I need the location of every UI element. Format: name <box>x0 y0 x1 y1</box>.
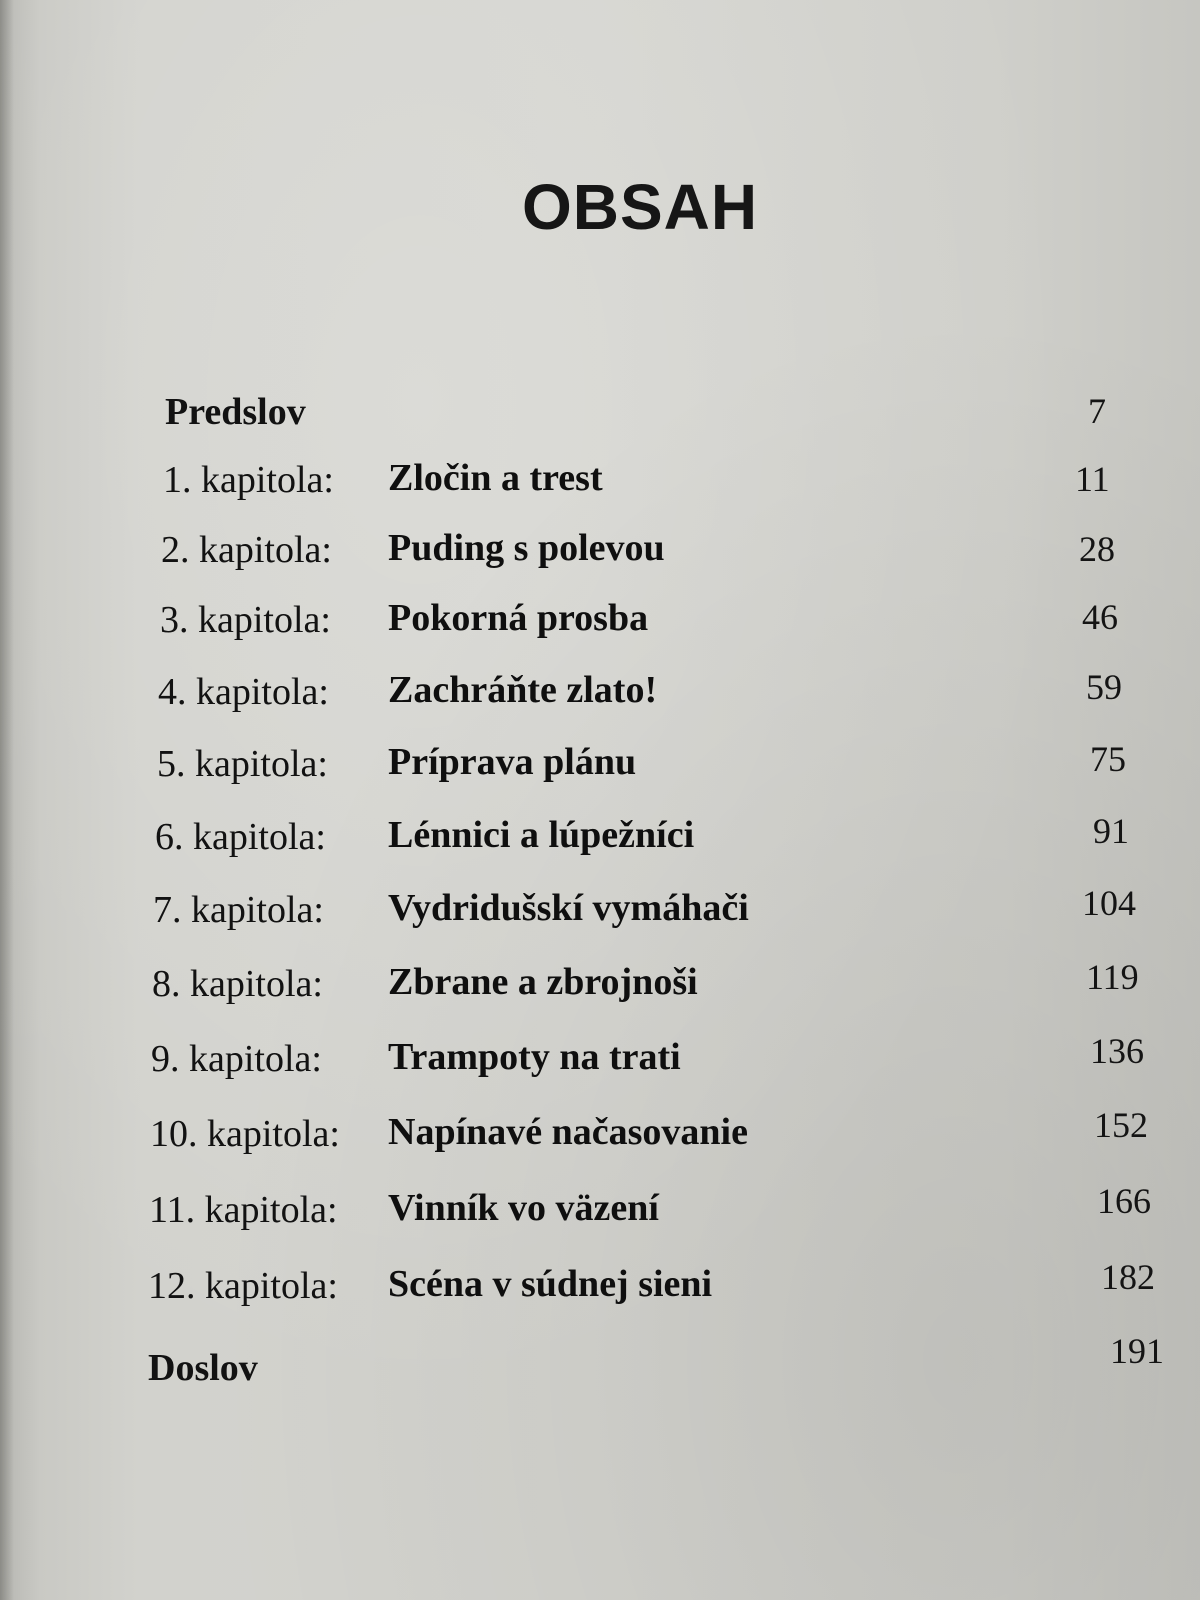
toc-chapter-label: 4. kapitola: <box>158 671 329 713</box>
toc-chapter-label: 9. kapitola: <box>151 1038 322 1080</box>
toc-chapter-page: 91 <box>1093 811 1129 851</box>
toc-chapter-page: 136 <box>1090 1031 1144 1071</box>
toc-front-label: Predslov <box>165 391 306 433</box>
toc-chapter-page: 166 <box>1097 1181 1151 1221</box>
page-title: OBSAH <box>521 171 759 243</box>
toc-chapter-page: 46 <box>1082 597 1118 637</box>
toc-chapter-page: 75 <box>1090 739 1126 779</box>
toc-chapter-title: Vydridušskí vymáhači <box>388 887 749 929</box>
toc-chapter-label: 1. kapitola: <box>163 459 334 501</box>
toc-chapter-label: 11. kapitola: <box>149 1189 338 1231</box>
toc-chapter-title: Pokorná prosba <box>388 597 649 639</box>
toc-chapter-page: 182 <box>1101 1257 1155 1297</box>
toc-chapter-title: Príprava plánu <box>388 741 637 783</box>
toc-chapter-page: 11 <box>1075 459 1110 499</box>
toc-chapter-page: 28 <box>1079 529 1115 569</box>
toc-chapter-title: Scéna v súdnej sieni <box>388 1263 713 1305</box>
toc-chapter-title: Lénnici a lúpežníci <box>388 814 695 856</box>
toc-chapter-page: 104 <box>1082 883 1136 923</box>
toc-back-label: Doslov <box>148 1347 258 1389</box>
toc-chapter-label: 7. kapitola: <box>153 889 324 931</box>
toc-chapter-label: 10. kapitola: <box>150 1113 340 1155</box>
toc-chapter-label: 2. kapitola: <box>161 529 332 571</box>
toc-chapter-title: Trampoty na trati <box>388 1036 681 1078</box>
toc-chapter-title: Zbrane a zbrojnoši <box>388 961 698 1003</box>
toc-chapter-title: Puding s polevou <box>388 527 665 569</box>
toc-chapter-page: 119 <box>1086 957 1139 997</box>
toc-chapter-title: Zachráňte zlato! <box>388 669 658 711</box>
toc-front-page: 7 <box>1088 391 1106 431</box>
toc-chapter-label: 5. kapitola: <box>157 743 328 785</box>
toc-back-page: 191 <box>1110 1331 1164 1371</box>
toc-chapter-page: 152 <box>1094 1105 1148 1145</box>
toc-chapter-title: Napínavé načasovanie <box>388 1111 748 1153</box>
toc-chapter-page: 59 <box>1086 667 1122 707</box>
toc-chapter-label: 8. kapitola: <box>152 963 323 1005</box>
toc-chapter-label: 12. kapitola: <box>148 1265 338 1307</box>
toc-chapter-title: Zločin a trest <box>388 457 603 499</box>
toc-chapter-title: Vinník vo väzení <box>388 1187 659 1229</box>
toc-chapter-label: 3. kapitola: <box>160 599 331 641</box>
toc-chapter-label: 6. kapitola: <box>155 816 326 858</box>
